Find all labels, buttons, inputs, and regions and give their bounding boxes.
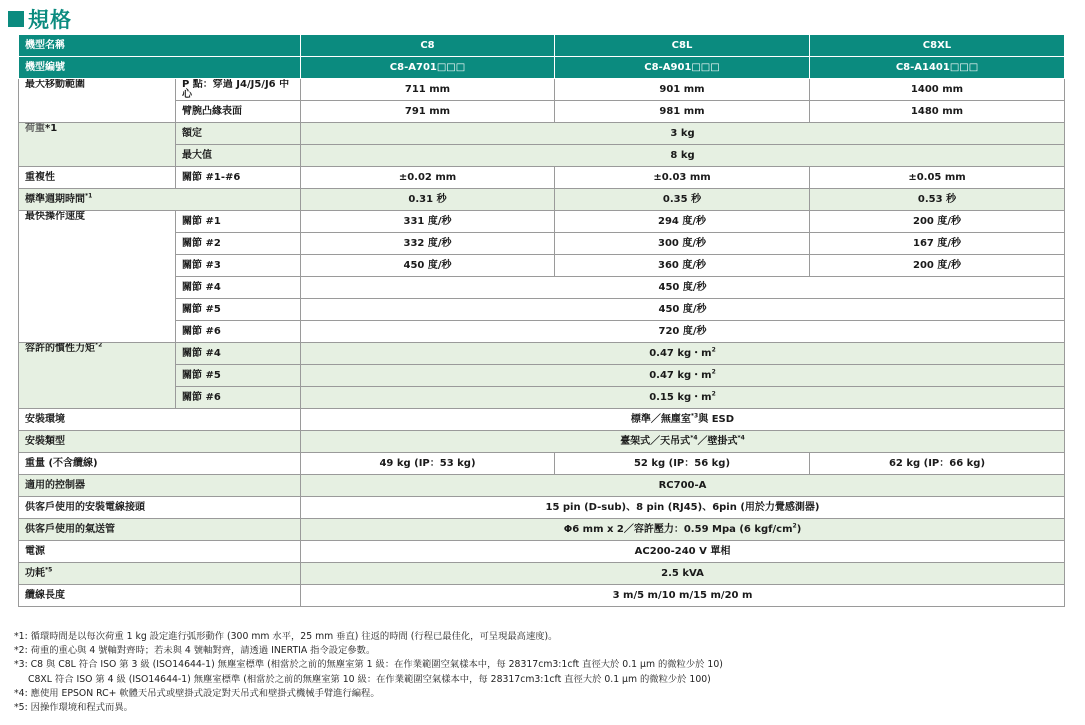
table-cell — [301, 343, 1065, 365]
title-square-icon — [8, 11, 24, 27]
environment-value: 標準／無塵室 — [630, 414, 691, 425]
joint-label: 關節 #6 — [176, 387, 301, 409]
environment-label: 安裝環境 — [19, 409, 301, 431]
table-cell: 49 kg (IP：53 kg) — [301, 453, 555, 475]
model-number-c8xl: C8-A1401□□□ — [810, 57, 1065, 79]
table-row — [19, 343, 1065, 365]
reach-sub-label: 臂腕凸緣表面 — [176, 101, 301, 123]
joint-label: 關節 #1 — [176, 211, 301, 233]
payload-rated-value: 3 kg — [301, 123, 1065, 145]
inertia-value: 0.47 kg・m — [649, 348, 712, 359]
cycle-time-label — [19, 189, 301, 211]
table-row — [19, 409, 1065, 431]
table-row — [19, 57, 1065, 79]
table-cell: 0.35 秒 — [555, 189, 810, 211]
table-row — [19, 585, 1065, 607]
footnote: *4: 應使用 EPSON RC+ 軟體天吊式或壁掛式設定對天吊式和壁掛式機械手臂進行編程。 — [14, 687, 380, 699]
table-row — [19, 189, 1065, 211]
power-sup: 2 — [711, 390, 716, 398]
table-cell — [301, 431, 1065, 453]
footnote: *1: 循環時間是以每次荷重 1 kg 設定進行弧形動作 (300 mm 水平，25 mm 垂直) 往返的時間 (行程已最佳化，可呈現最高速度)。 — [14, 631, 558, 642]
table-cell: ±0.02 mm — [301, 167, 555, 189]
cycle-time-label-text: 標準週期時間 — [25, 194, 85, 205]
footnotes — [14, 630, 1074, 715]
table-cell: ±0.05 mm — [810, 167, 1065, 189]
table-cell: 200 度/秒 — [810, 211, 1065, 233]
wiring-label: 供客戶使用的安裝電線接頭 — [19, 497, 301, 519]
joint-label: 關節 #5 — [176, 365, 301, 387]
table-cell: 2.5 kVA — [301, 563, 1065, 585]
inertia-label — [19, 343, 176, 409]
footnote: *2: 荷重的重心與 4 號軸對齊時；若未與 4 號軸對齊，請透過 INERTIA 指令設定參數。 — [14, 645, 376, 657]
table-row — [19, 277, 1065, 299]
table-row — [19, 475, 1065, 497]
table-cell: 981 mm — [555, 101, 810, 123]
table-row — [19, 541, 1065, 563]
table-cell: 360 度/秒 — [555, 255, 810, 277]
payload-max-label: 最大值 — [176, 145, 301, 167]
table-cell: 791 mm — [301, 101, 555, 123]
section-title — [8, 6, 72, 32]
table-cell: 62 kg (IP：66 kg) — [810, 453, 1065, 475]
table-cell: 167 度/秒 — [810, 233, 1065, 255]
table-cell — [301, 409, 1065, 431]
note-ref: *4 — [690, 434, 698, 442]
weight-label: 重量 (不含纜線) — [19, 453, 301, 475]
environment-value: 與 ESD — [698, 414, 735, 425]
table-cell: 450 度/秒 — [301, 299, 1065, 321]
reach-label: 最大移動範圍 — [19, 79, 176, 123]
table-cell: 0.31 秒 — [301, 189, 555, 211]
joint-label: 關節 #6 — [176, 321, 301, 343]
model-number-c8l: C8-A901□□□ — [555, 57, 810, 79]
model-name-label: 機型名稱 — [19, 35, 301, 57]
power-sup: 2 — [711, 368, 716, 376]
footnote: C8XL 符合 ISO 第 4 級 (ISO14644-1) 無塵室標準 (相當於之前的無塵室第 10 級：在作業範圍空氣樣本中，每 28317cm3:1cft 直徑大於 0.1 μm 的微粒少於 100) — [28, 673, 711, 685]
table-row — [19, 453, 1065, 475]
table-row — [19, 497, 1065, 519]
power-sup: 2 — [711, 346, 716, 354]
mounting-value: 臺架式／天吊式 — [620, 436, 691, 447]
spec-table — [18, 34, 1065, 607]
table-row — [19, 519, 1065, 541]
model-c8: C8 — [301, 35, 555, 57]
table-row — [19, 563, 1065, 585]
mounting-label: 安裝類型 — [19, 431, 301, 453]
table-cell: RC700-A — [301, 475, 1065, 497]
joint-label: 關節 #4 — [176, 277, 301, 299]
table-cell: 15 pin (D-sub)、8 pin (RJ45)、6pin (用於力覺感測器) — [301, 497, 1065, 519]
joint-label: 關節 #2 — [176, 233, 301, 255]
table-cell: AC200-240 V 單相 — [301, 541, 1065, 563]
table-row — [19, 431, 1065, 453]
section-title-text: 規格 — [28, 8, 72, 32]
footnote: *5: 因操作環境和程式而異。 — [14, 702, 133, 714]
note-ref: *1 — [85, 192, 93, 200]
table-row — [19, 233, 1065, 255]
reach-sub-label: P 點：穿過 J4/J5/J6 中心 — [176, 79, 301, 101]
payload-rated-label: 額定 — [176, 123, 301, 145]
inertia-value: 0.47 kg・m — [649, 370, 712, 381]
power-label: 電源 — [19, 541, 301, 563]
payload-label-text: 荷重 — [25, 123, 45, 134]
table-cell: 1480 mm — [810, 101, 1065, 123]
table-cell: 1400 mm — [810, 79, 1065, 101]
pneumatic-label: 供客戶使用的氣送管 — [19, 519, 301, 541]
table-cell: 450 度/秒 — [301, 277, 1065, 299]
inertia-label-text: 容許的慣性力矩 — [25, 343, 95, 354]
table-row — [19, 321, 1065, 343]
table-cell: 720 度/秒 — [301, 321, 1065, 343]
consumption-label-text: 功耗 — [25, 568, 45, 579]
controller-label: 適用的控制器 — [19, 475, 301, 497]
note-ref: *5 — [45, 566, 53, 574]
payload-max-value: 8 kg — [301, 145, 1065, 167]
table-cell: 450 度/秒 — [301, 255, 555, 277]
table-row — [19, 387, 1065, 409]
table-cell — [301, 519, 1065, 541]
table-cell: 300 度/秒 — [555, 233, 810, 255]
cable-label: 纜線長度 — [19, 585, 301, 607]
table-cell — [301, 387, 1065, 409]
table-row — [19, 299, 1065, 321]
table-cell: 3 m/5 m/10 m/15 m/20 m — [301, 585, 1065, 607]
model-number-label: 機型編號 — [19, 57, 301, 79]
table-row — [19, 79, 1065, 101]
table-row — [19, 35, 1065, 57]
table-cell: 332 度/秒 — [301, 233, 555, 255]
table-cell: 52 kg (IP：56 kg) — [555, 453, 810, 475]
table-cell: 901 mm — [555, 79, 810, 101]
joint-label: 關節 #4 — [176, 343, 301, 365]
table-row — [19, 123, 1065, 145]
table-row — [19, 255, 1065, 277]
max-speed-label: 最快操作速度 — [19, 211, 176, 343]
note-ref: *2 — [95, 342, 103, 349]
table-cell: 711 mm — [301, 79, 555, 101]
model-c8l: C8L — [555, 35, 810, 57]
table-row — [19, 211, 1065, 233]
consumption-label — [19, 563, 301, 585]
table-row — [19, 365, 1065, 387]
table-cell: 331 度/秒 — [301, 211, 555, 233]
inertia-value: 0.15 kg・m — [649, 392, 712, 403]
payload-label — [19, 123, 176, 167]
model-number-c8: C8-A701□□□ — [301, 57, 555, 79]
joint-label: 關節 #5 — [176, 299, 301, 321]
pneumatic-value: ) — [796, 524, 802, 535]
note-ref: *3 — [690, 412, 699, 420]
table-row — [19, 145, 1065, 167]
table-row — [19, 101, 1065, 123]
table-cell — [301, 365, 1065, 387]
repeatability-sub: 關節 #1-#6 — [176, 167, 301, 189]
table-cell: ±0.03 mm — [555, 167, 810, 189]
repeatability-label: 重複性 — [19, 167, 176, 189]
table-cell: 200 度/秒 — [810, 255, 1065, 277]
mounting-value: ／壁掛式 — [697, 436, 738, 447]
pneumatic-value: Φ6 mm x 2／容許壓力：0.59 Mpa (6 kgf/cm — [563, 524, 793, 535]
table-cell: 0.53 秒 — [810, 189, 1065, 211]
note-ref: *1 — [45, 123, 58, 134]
power-sup: 2 — [792, 522, 797, 530]
note-ref: *4 — [737, 434, 745, 442]
table-row — [19, 167, 1065, 189]
footnote: *3: C8 與 C8L 符合 ISO 第 3 級 (ISO14644-1) 無塵室標準 (相當於之前的無塵室第 1 級：在作業範圍空氣樣本中，每 28317cm3:1cft 直徑大於 0.1 μm 的微粒少於 10) — [14, 659, 723, 671]
table-cell: 294 度/秒 — [555, 211, 810, 233]
model-c8xl: C8XL — [810, 35, 1065, 57]
joint-label: 關節 #3 — [176, 255, 301, 277]
